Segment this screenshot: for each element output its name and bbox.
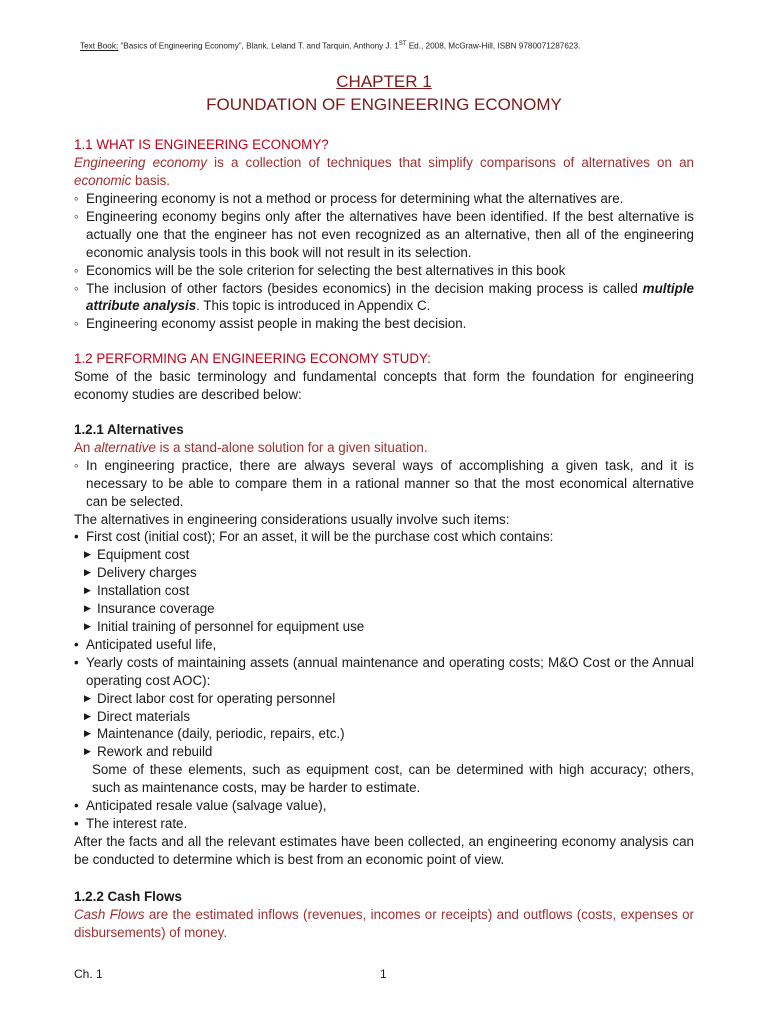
list-item [74, 528, 694, 546]
paragraph: The alternatives in engineering considerations usually involve such items: [74, 511, 510, 527]
arrow-icon: ▶ [84, 585, 91, 596]
sub-item-text: Direct materials [97, 708, 191, 724]
bullet-icon: ◦ [74, 280, 79, 296]
list-item [74, 797, 694, 815]
arrow-icon: ▶ [84, 549, 91, 560]
bullet-icon: ◦ [74, 457, 79, 473]
list-item [74, 815, 694, 833]
list-item-text-end: . This topic is introduced in Appendix C. [196, 298, 431, 314]
list-item [74, 208, 694, 262]
bullet-icon: ◦ [74, 208, 79, 224]
bullet-icon: • [74, 654, 79, 670]
term: multiple attribute analysis [86, 280, 694, 314]
subsection-heading: 1.2.2 Cash Flows [74, 889, 182, 904]
sub-list-item [74, 690, 694, 708]
reference-text: “Basics of Engineering Economy”, Blank, Leland T. and Tarquin, Anthony J. 1 [118, 41, 399, 51]
sub-list-item [74, 600, 694, 618]
bullet-icon: • [74, 815, 79, 831]
list-item-text: Economics will be the sole criterion for selecting the best alternatives in this book [86, 262, 566, 278]
bullet-icon: ◦ [74, 191, 79, 206]
note-paragraph: Some of these elements, such as equipment cost, can be determined with high accuracy; others, such as maintenance costs, may be harder to estimate. [92, 762, 694, 796]
definition-alternative [74, 439, 694, 457]
chapter-title: FOUNDATION OF ENGINEERING ECONOMY [206, 95, 562, 114]
term-italic: economic [74, 172, 132, 188]
list-item [74, 636, 694, 654]
bullet-icon: • [74, 529, 79, 545]
section-1-2-2 [74, 888, 694, 942]
definition-cash-flows [74, 906, 694, 942]
list-item [74, 654, 694, 690]
reference-edition-sup: ST [398, 41, 407, 47]
section-1-2-1 [74, 421, 694, 869]
list-item-text: Engineering economy is not a method or process for determining what the alternatives are. [86, 191, 624, 206]
list-item-text: Engineering economy assist people in making the best decision. [86, 316, 467, 332]
list-item-text: The inclusion of other factors (besides economics) in the decision making process is called [86, 280, 643, 296]
sub-list-item [74, 743, 694, 761]
arrow-icon: ▶ [84, 692, 91, 703]
sub-item-text: Maintenance (daily, periodic, repairs, etc.) [97, 726, 345, 742]
list-item [74, 315, 694, 333]
term: Cash Flows [74, 906, 145, 922]
term: alternative [94, 439, 156, 455]
textbook-reference [80, 39, 580, 52]
sub-list-item [74, 708, 694, 726]
list-item [74, 457, 694, 511]
list-item-text: Yearly costs of maintaining assets (annual maintenance and operating costs; M&O Cost or the Annual operating cost AOC): [86, 654, 694, 688]
sub-item-text: Delivery charges [97, 565, 197, 581]
bullet-icon: • [74, 798, 79, 814]
sub-list-item [74, 546, 694, 564]
section-1-2 [74, 350, 694, 404]
arrow-icon: ▶ [84, 728, 91, 739]
section-heading: 1.1 WHAT IS ENGINEERING ECONOMY? [74, 137, 329, 152]
list-item-text: Engineering economy begins only after the alternatives have been identified. If the best alternative is actually one that the engineer has not even recognized as an alternative, then all of the engineering economic analysis tools in this book will not result in its selection. [86, 208, 694, 260]
definition-text-end: is a stand-alone solution for a given situation. [155, 439, 428, 455]
sub-list-item [74, 618, 694, 636]
section-heading: 1.2 PERFORMING AN ENGINEERING ECONOMY STUDY: [74, 351, 431, 366]
bullet-list-1-1 [74, 190, 694, 333]
chapter-number: CHAPTER 1 [336, 72, 432, 91]
subsection-heading: 1.2.1 Alternatives [74, 422, 184, 437]
arrow-icon: ▶ [84, 567, 91, 578]
list-item [74, 280, 694, 316]
paragraph: After the facts and all the relevant estimates have been collected, an engineering economy analysis can be conducted to determine which is best from an economic point of view. [74, 833, 694, 867]
list-item-text: The interest rate. [86, 815, 188, 831]
sub-list-item [74, 564, 694, 582]
sub-item-text: Equipment cost [97, 547, 190, 563]
arrow-icon: ▶ [84, 603, 91, 614]
list-item-text: Anticipated resale value (salvage value), [86, 798, 327, 814]
sub-item-text: Installation cost [97, 583, 190, 599]
list-item [74, 262, 694, 280]
bullet-icon: ◦ [74, 262, 79, 278]
bullet-icon: • [74, 636, 79, 652]
sub-item-text: Rework and rebuild [97, 744, 213, 760]
section-1-1 [74, 136, 694, 154]
page-number: 1 [380, 967, 387, 981]
sub-item-text: Initial training of personnel for equipment use [97, 618, 365, 634]
list-item-text: Anticipated useful life, [86, 636, 217, 652]
reference-label: Text Book: [80, 41, 119, 51]
definition-text: are the estimated inflows (revenues, incomes or receipts) and outflows (costs, expenses or disbursements) of money. [74, 906, 695, 940]
bullet-icon: ◦ [74, 316, 79, 332]
term: Engineering economy [74, 155, 207, 170]
sub-list-item [74, 582, 694, 600]
definition-text: An [74, 439, 95, 455]
list-item [74, 190, 694, 208]
arrow-icon: ▶ [84, 620, 91, 631]
arrow-icon: ▶ [84, 710, 91, 721]
sub-item-text: Direct labor cost for operating personnel [97, 690, 336, 706]
sub-list-item [74, 725, 694, 743]
definition-engineering-economy [74, 154, 694, 190]
sub-item-text: Insurance coverage [97, 601, 215, 617]
arrow-icon: ▶ [84, 746, 91, 757]
reference-tail: Ed., 2008, McGraw-Hill, ISBN 9780071287623. [406, 41, 581, 51]
list-item-text: In engineering practice, there are always several ways of accomplishing a given task, and it is necessary to be able to compare them in a rational manner so that the most economical alternative can be selected. [86, 457, 694, 509]
list-item-text: First cost (initial cost); For an asset, it will be the purchase cost which contains: [86, 529, 554, 545]
definition-text: is a collection of techniques that simplify comparisons of alternatives on an [206, 155, 695, 170]
footer-chapter: Ch. 1 [74, 967, 103, 981]
definition-end: basis. [131, 172, 171, 188]
paragraph: Some of the basic terminology and fundamental concepts that form the foundation for engineering economy studies are described below: [74, 368, 694, 402]
